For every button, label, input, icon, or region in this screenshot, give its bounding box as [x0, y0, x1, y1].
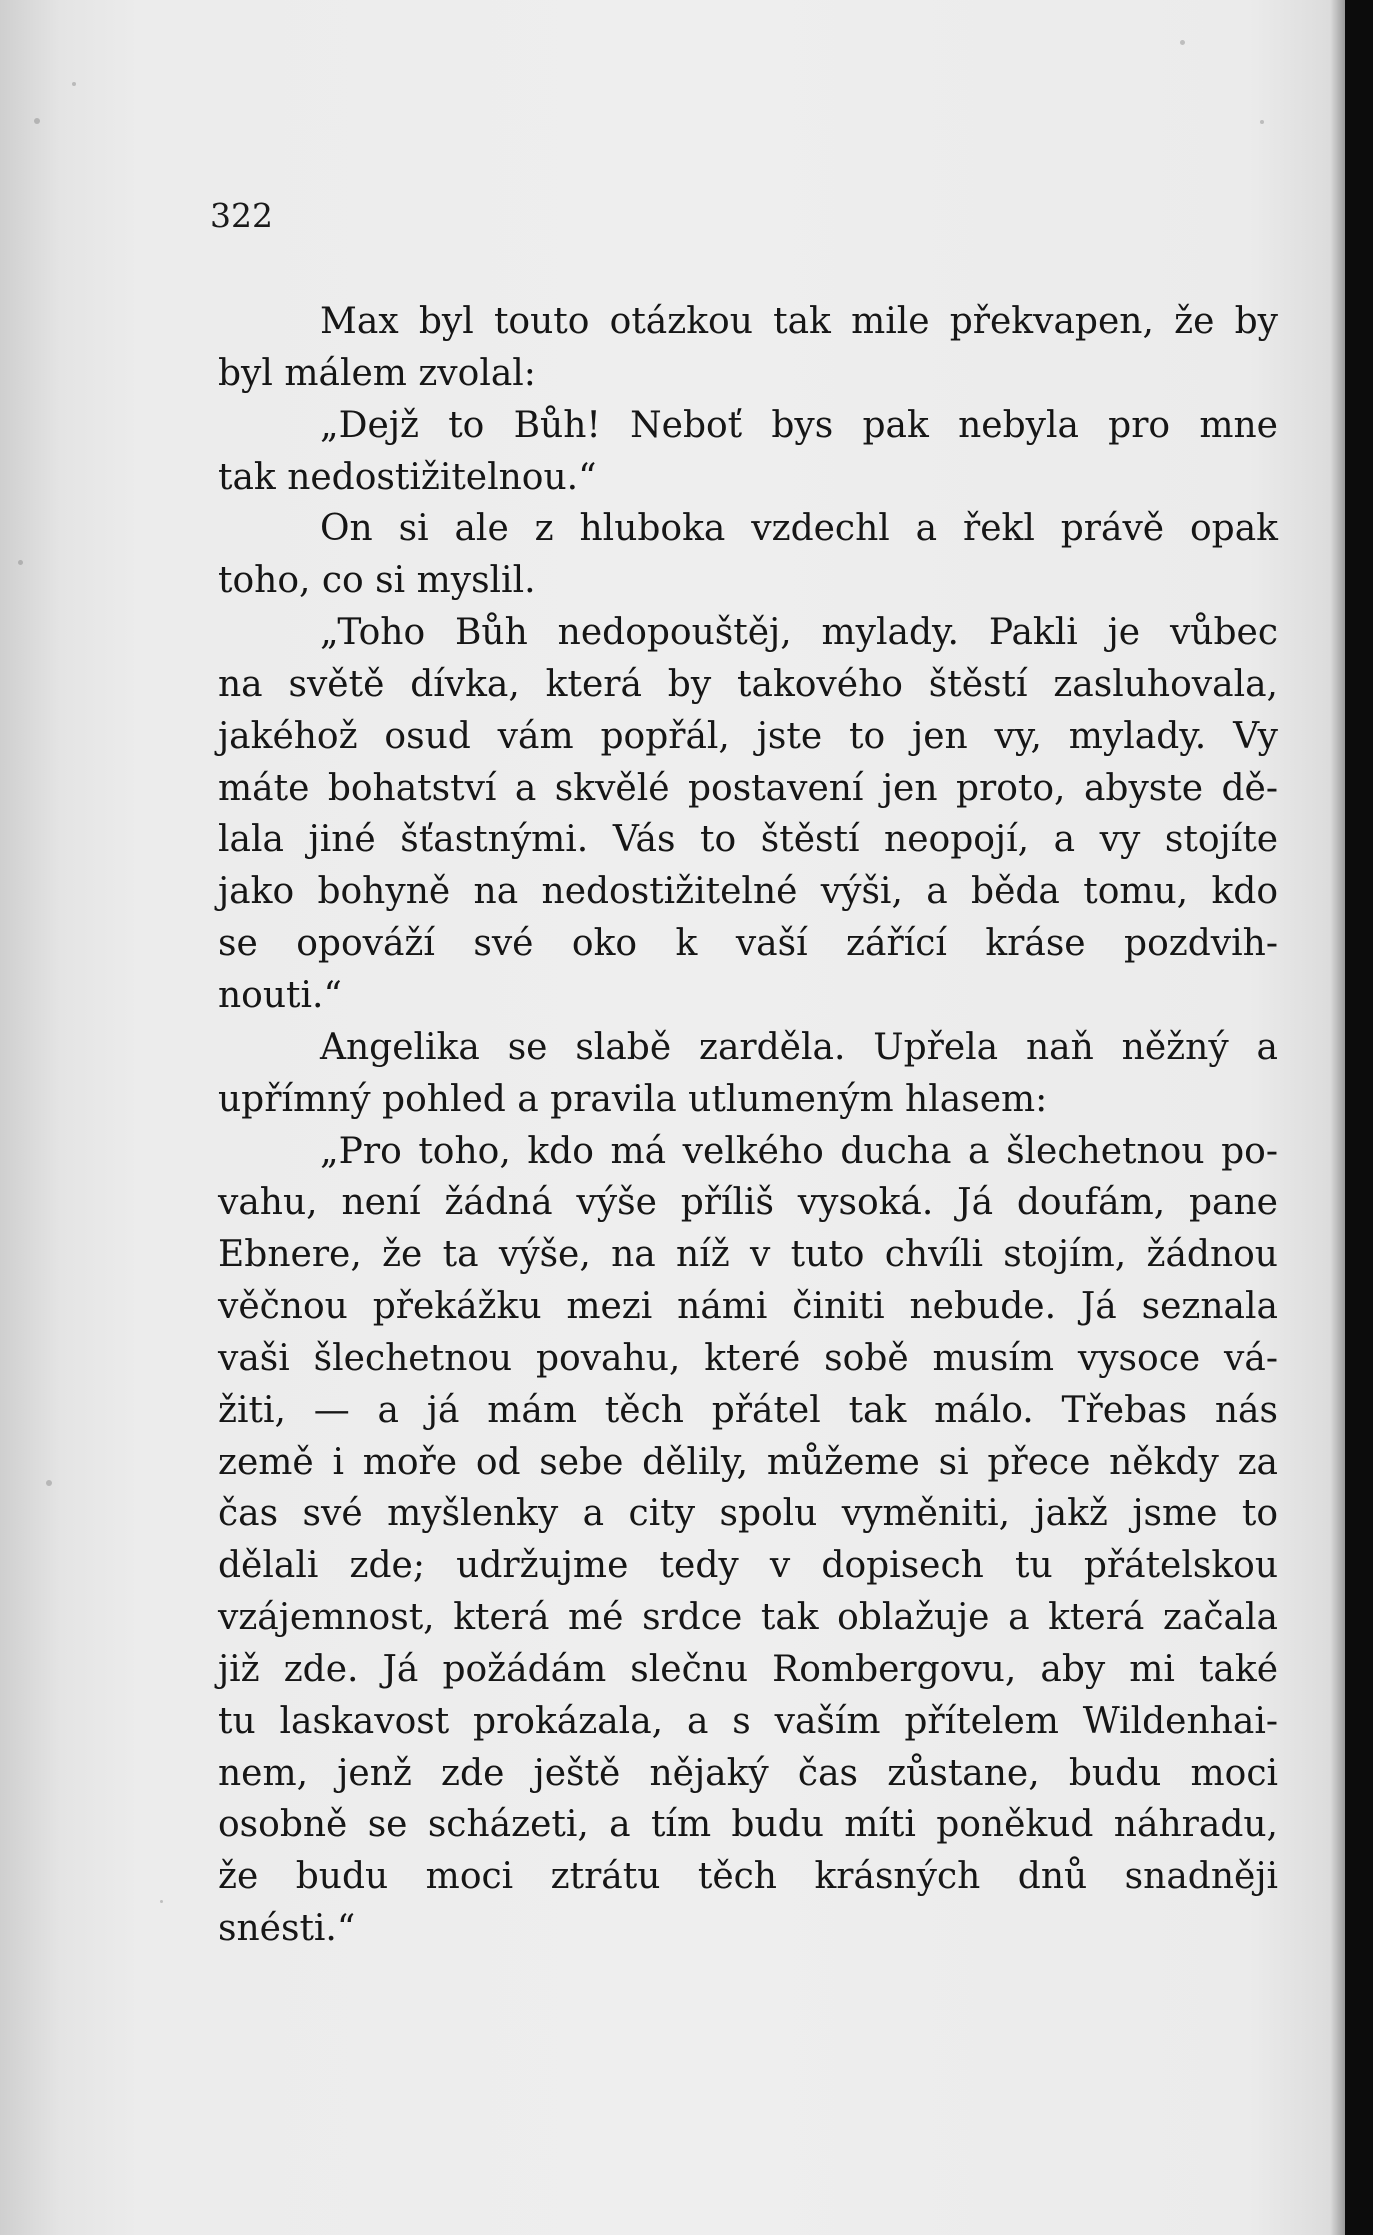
- text-line: „Dejž to Bůh! Neboť bys pak nebyla pro mne: [320, 404, 1278, 446]
- text-line: žiti, — a já mám těch přátel tak málo. Třebas nás: [218, 1389, 1278, 1431]
- text-line: On si ale z hluboka vzdechl a řekl právě opak: [320, 508, 1278, 550]
- text-line: jako bohyně na nedostižitelné výši, a běda tomu, kdo: [218, 871, 1278, 913]
- paper-speckle: [46, 1480, 52, 1486]
- text-line: vzájemnost, která mé srdce tak oblažuje a která začala: [218, 1597, 1278, 1639]
- paper-speckle: [34, 118, 40, 124]
- text-line: dělali zde; udržujme tedy v dopisech tu přátelskou: [218, 1545, 1278, 1587]
- text-line: byl málem zvolal:: [218, 352, 536, 394]
- text-line: tak nedostižitelnou.“: [218, 456, 597, 498]
- text-line: snésti.“: [218, 1908, 356, 1950]
- paper-speckle: [72, 82, 76, 86]
- text-line: vaši šlechetnou povahu, které sobě musím vysoce vá-: [218, 1337, 1278, 1379]
- paper-speckle: [18, 560, 23, 565]
- text-line: již zde. Já požádám slečnu Rombergovu, aby mi také: [218, 1648, 1278, 1690]
- body-text: [218, 296, 1278, 1955]
- text-line: osobně se scházeti, a tím budu míti poněkud náhradu,: [218, 1804, 1278, 1846]
- text-line: na světě dívka, která by takového štěstí zasluhovala,: [218, 663, 1278, 705]
- page-number: 322: [210, 196, 273, 235]
- text-line: Angelika se slabě zarděla. Upřela naň něžný a: [320, 1026, 1278, 1068]
- text-line: Ebnere, že ta výše, na níž v tuto chvíli stojím, žádnou: [218, 1234, 1278, 1276]
- text-line: vahu, není žádná výše příliš vysoká. Já doufám, pane: [218, 1182, 1278, 1224]
- text-line: Max byl touto otázkou tak mile překvapen, že by: [320, 301, 1278, 342]
- text-line: věčnou překážku mezi námi činiti nebude. Já seznala: [218, 1286, 1278, 1328]
- paper-speckle: [1180, 40, 1185, 45]
- text-line: „Pro toho, kdo má velkého ducha a šlechetnou po-: [320, 1130, 1278, 1172]
- text-line: země i moře od sebe dělily, můžeme si přece někdy za: [218, 1441, 1278, 1483]
- text-line: toho, co si myslil.: [218, 560, 536, 602]
- text-line: nem, jenž zde ještě nějaký čas zůstane, budu moci: [218, 1752, 1278, 1794]
- text-line: že budu moci ztrátu těch krásných dnů snadněji: [218, 1856, 1278, 1898]
- paper-speckle: [1260, 120, 1264, 124]
- text-line: upřímný pohled a pravila utlumeným hlasem:: [218, 1078, 1048, 1120]
- text-line: čas své myšlenky a city spolu vyměniti, jakž jsme to: [218, 1493, 1278, 1535]
- text-line: „Toho Bůh nedopouštěj, mylady. Pakli je vůbec: [320, 612, 1278, 654]
- text-line: jakéhož osud vám popřál, jste to jen vy, mylady. Vy: [218, 715, 1278, 757]
- text-line: máte bohatství a skvělé postavení jen proto, abyste dě-: [218, 767, 1278, 809]
- paper-speckle: [160, 1900, 163, 1903]
- text-line: tu laskavost prokázala, a s vaším přítelem Wildenhai-: [218, 1700, 1278, 1742]
- text-line: nouti.“: [218, 974, 342, 1016]
- text-line: lala jiné šťastnými. Vás to štěstí neopojí, a vy stojíte: [218, 819, 1278, 861]
- text-line: se opováží své oko k vaší zářící kráse pozdvih-: [218, 923, 1278, 965]
